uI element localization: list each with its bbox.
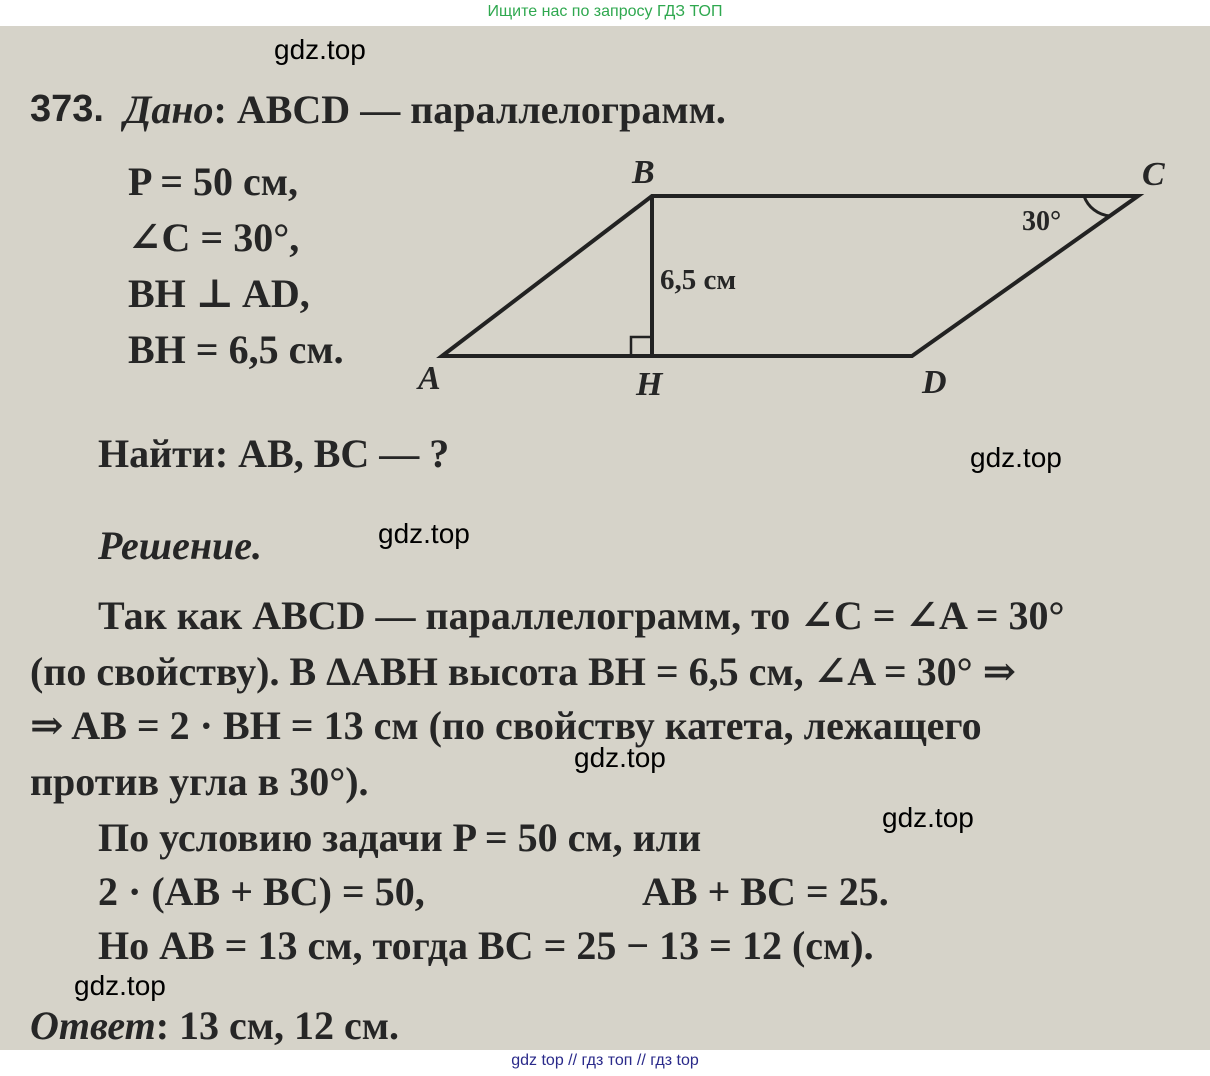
solution-line: (по свойству). В ΔABH высота BH = 6,5 см, ∠A = 30° ⇒ — [30, 649, 1017, 694]
solution-line: AB + BC = 25. — [642, 869, 889, 914]
given-item: ∠C = 30°, — [128, 215, 300, 260]
solution-line: ⇒ AB = 2 · BH = 13 см (по свойству катета, лежащего — [30, 703, 982, 748]
given-word: Дано — [124, 87, 214, 132]
footer-separator: // — [636, 1052, 646, 1069]
right-angle-mark — [631, 337, 652, 356]
vertex-label-h: H — [636, 366, 663, 403]
solution-line: По условию задачи P = 50 см, или — [98, 815, 702, 860]
watermark: gdz.top — [378, 518, 470, 549]
footer-separator: // — [568, 1052, 578, 1069]
vertex-label-b: B — [632, 154, 655, 191]
top-banner[interactable]: Ищите нас по запросу ГДЗ ТОП — [0, 0, 1210, 26]
vertex-label-a: A — [418, 360, 441, 397]
solution-line: Так как ABCD — параллелограмм, то ∠C = ∠A = 30° — [98, 593, 1065, 638]
solution-line: 2 · (AB + BC) = 50, — [98, 869, 425, 914]
footer-link[interactable]: гдз топ — [581, 1052, 633, 1069]
answer-line — [30, 1002, 399, 1049]
watermark: gdz.top — [74, 970, 166, 1001]
angle-arc-c — [1084, 196, 1110, 216]
footer-link[interactable]: gdz top — [511, 1052, 564, 1069]
given-rest: : ABCD — параллелограмм. — [213, 87, 726, 132]
vertex-label-d: D — [922, 364, 947, 401]
solution-line: Но AB = 13 см, тогда BC = 25 − 13 = 12 (см). — [98, 923, 874, 968]
given-item: BH = 6,5 см. — [128, 327, 344, 372]
watermark: gdz.top — [574, 742, 666, 773]
watermark: gdz.top — [274, 34, 366, 65]
vertex-label-c: C — [1142, 156, 1165, 193]
given-item: P = 50 см, — [128, 159, 299, 204]
watermark: gdz.top — [882, 802, 974, 833]
find-line: Найти: AB, BC — ? — [98, 431, 450, 476]
watermark: gdz.top — [970, 442, 1062, 473]
footer-links — [0, 1050, 1210, 1076]
problem-number: 373. — [30, 88, 104, 130]
footer-link[interactable]: гдз top — [650, 1052, 699, 1069]
solution-line: против угла в 30°). — [30, 759, 369, 804]
textbook-page — [0, 26, 1210, 1050]
given-item: BH ⊥ AD, — [128, 271, 310, 316]
solution-title: Решение. — [98, 523, 263, 568]
height-label: 6,5 см — [660, 264, 737, 296]
answer-word: Ответ — [30, 1003, 156, 1048]
angle-label: 30° — [1022, 206, 1062, 237]
answer-rest: : 13 см, 12 см. — [155, 1003, 400, 1048]
